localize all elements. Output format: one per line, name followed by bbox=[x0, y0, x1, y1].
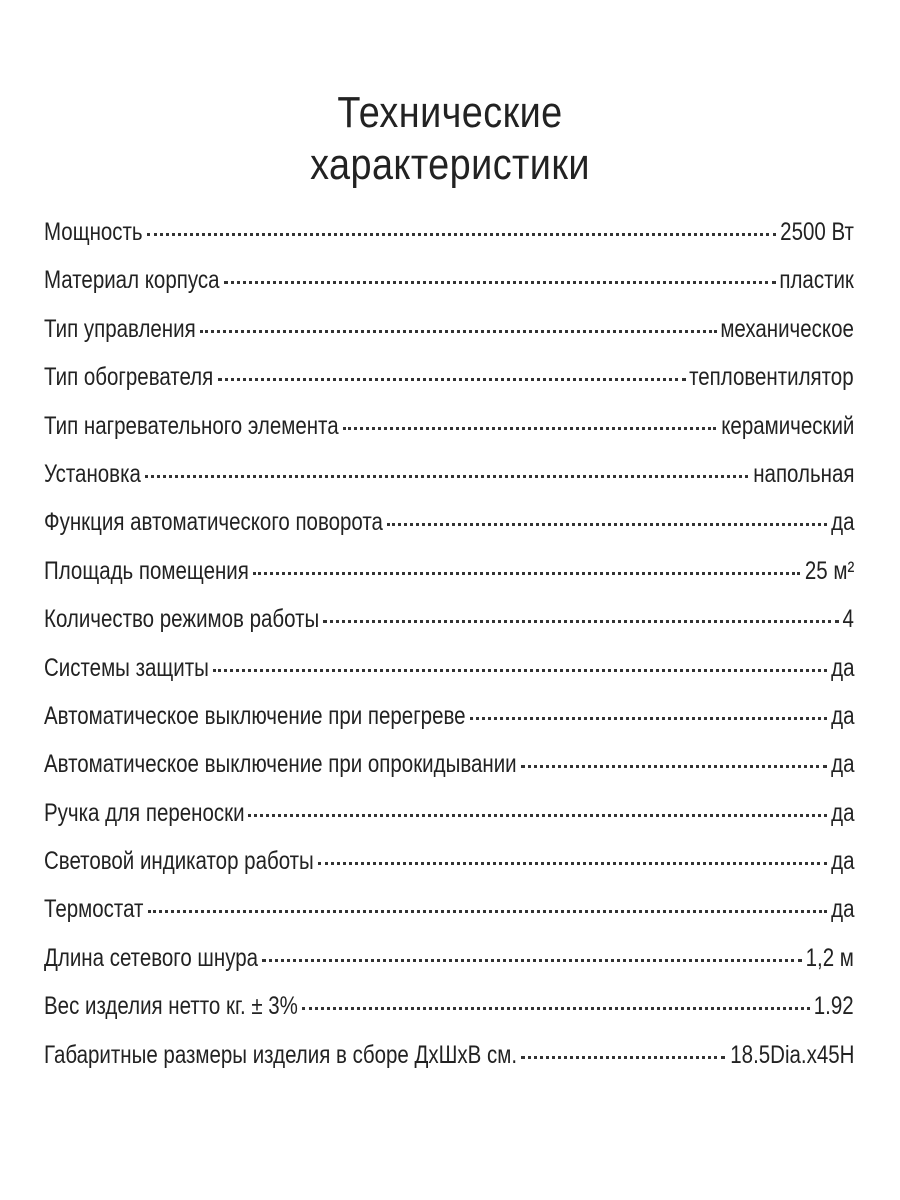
spec-row bbox=[44, 266, 854, 314]
spec-label: Длина сетевого шнура bbox=[44, 943, 259, 972]
dot-leader bbox=[323, 620, 839, 623]
dot-leader bbox=[343, 427, 717, 430]
spec-value: да bbox=[830, 508, 854, 537]
spec-row bbox=[44, 702, 854, 750]
spec-row bbox=[44, 315, 854, 363]
dot-leader bbox=[470, 717, 828, 720]
dot-leader bbox=[148, 910, 827, 913]
spec-row bbox=[44, 992, 854, 1040]
spec-label: Установка bbox=[44, 459, 141, 488]
spec-value: напольная bbox=[752, 459, 854, 488]
spec-row bbox=[44, 847, 854, 895]
spec-value: керамический bbox=[720, 411, 854, 440]
title-line-1: Технические bbox=[337, 88, 563, 138]
spec-label: Вес изделия нетто кг. ± 3% bbox=[44, 992, 298, 1021]
spec-label: Тип нагревательного элемента bbox=[44, 411, 339, 440]
spec-label: Материал корпуса bbox=[44, 266, 220, 295]
spec-value: пластик bbox=[779, 266, 854, 295]
dot-leader bbox=[387, 523, 827, 526]
dot-leader bbox=[224, 281, 776, 284]
dot-leader bbox=[248, 814, 827, 817]
spec-value: да bbox=[830, 701, 854, 730]
spec-row bbox=[44, 363, 854, 411]
spec-label: Автоматическое выключение при опрокидывании bbox=[44, 750, 517, 779]
spec-list bbox=[44, 218, 854, 1089]
dot-leader bbox=[521, 765, 827, 768]
dot-leader bbox=[521, 1056, 725, 1059]
dot-leader bbox=[213, 669, 827, 672]
spec-label: Мощность bbox=[44, 218, 143, 246]
spec-label: Функция автоматического поворота bbox=[44, 508, 383, 537]
spec-value: да bbox=[830, 750, 854, 779]
spec-label: Количество режимов работы bbox=[44, 605, 320, 634]
spec-value: да bbox=[830, 653, 854, 682]
spec-label: Габаритные размеры изделия в сборе ДхШхВ см. bbox=[44, 1040, 518, 1069]
title-line-2: характеристики bbox=[310, 140, 590, 190]
spec-row bbox=[44, 1041, 854, 1089]
spec-value: механическое bbox=[720, 314, 854, 343]
spec-label: Тип обогревателя bbox=[44, 363, 214, 392]
spec-row bbox=[44, 508, 854, 556]
spec-value: 25 м² bbox=[804, 556, 854, 585]
spec-value: да bbox=[830, 847, 854, 876]
spec-value: 4 bbox=[842, 605, 854, 634]
dot-leader bbox=[318, 862, 827, 865]
spec-value: тепловентилятор bbox=[689, 363, 854, 392]
spec-label: Ручка для переноски bbox=[44, 798, 245, 827]
dot-leader bbox=[262, 959, 802, 962]
spec-row bbox=[44, 799, 854, 847]
dot-leader bbox=[145, 475, 748, 478]
dot-leader bbox=[302, 1007, 811, 1010]
spec-value: да bbox=[830, 895, 854, 924]
spec-label: Световой индикатор работы bbox=[44, 847, 314, 876]
spec-value: 1,2 м bbox=[805, 943, 854, 972]
spec-row bbox=[44, 654, 854, 702]
dot-leader bbox=[147, 233, 777, 236]
spec-label: Площадь помещения bbox=[44, 556, 249, 585]
spec-row bbox=[44, 412, 854, 460]
spec-value: 2500 Вт bbox=[780, 218, 854, 246]
spec-value: 18.5Dia.x45H bbox=[729, 1040, 854, 1069]
spec-row bbox=[44, 944, 854, 992]
dot-leader bbox=[253, 572, 801, 575]
spec-label: Системы защиты bbox=[44, 653, 209, 682]
dot-leader bbox=[218, 378, 686, 381]
spec-value: 1.92 bbox=[814, 992, 854, 1021]
spec-row bbox=[44, 605, 854, 653]
spec-value: да bbox=[830, 798, 854, 827]
spec-row bbox=[44, 557, 854, 605]
spec-label: Автоматическое выключение при перегреве bbox=[44, 701, 466, 730]
dot-leader bbox=[200, 330, 717, 333]
spec-row bbox=[44, 218, 854, 266]
spec-row bbox=[44, 895, 854, 943]
spec-label: Тип управления bbox=[44, 314, 196, 343]
spec-row bbox=[44, 460, 854, 508]
spec-row bbox=[44, 750, 854, 798]
spec-label: Термостат bbox=[44, 895, 144, 924]
page-title bbox=[63, 87, 837, 191]
